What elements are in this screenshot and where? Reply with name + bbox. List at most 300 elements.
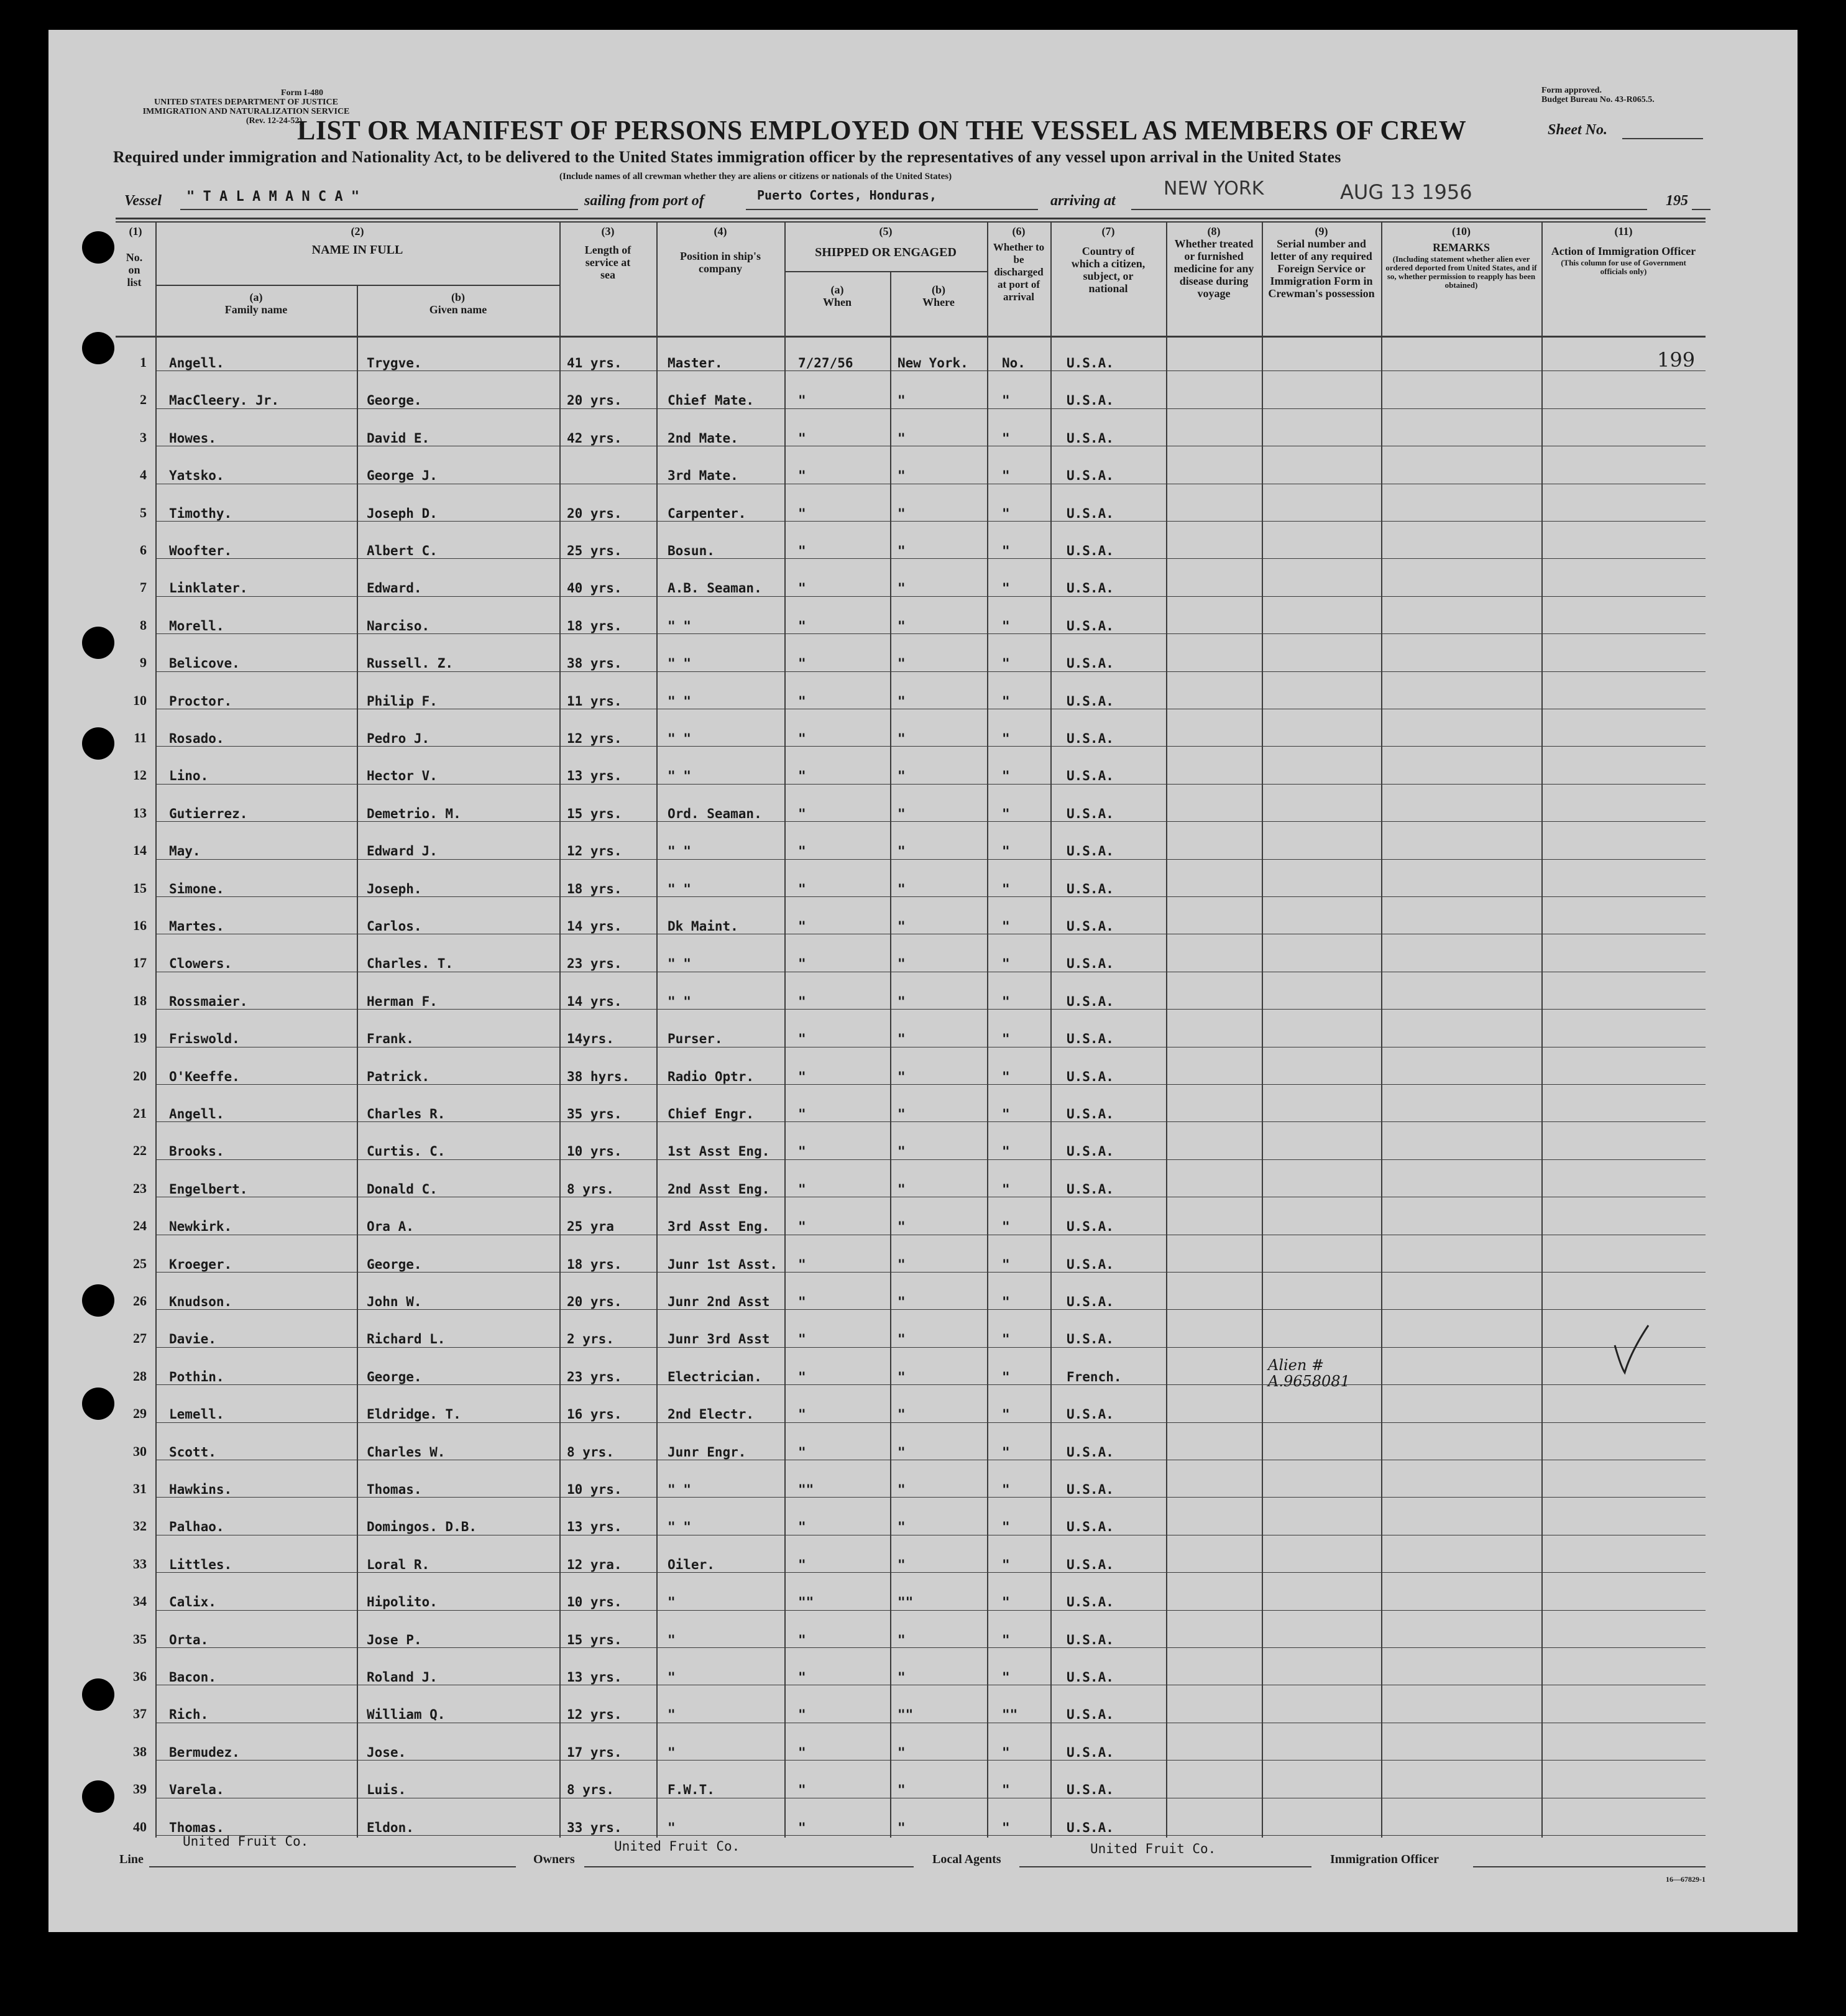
position: Electrician. — [668, 1369, 762, 1384]
family-name: Rosado. — [169, 731, 224, 746]
shipped-when: " — [798, 806, 806, 821]
given-name: Eldridge. T. — [367, 1407, 461, 1422]
row-number: 28 — [133, 1368, 147, 1384]
row-number: 2 — [140, 392, 147, 408]
discharged: " — [1002, 1782, 1010, 1798]
discharged: " — [1002, 1595, 1010, 1610]
family-name: May. — [169, 844, 201, 859]
column-header-family-text: (a) — [249, 291, 263, 303]
column-rule — [656, 221, 658, 1838]
family-name: Angell. — [169, 1107, 224, 1121]
row-rule — [155, 1009, 1706, 1010]
vessel-label: Vessel — [124, 193, 162, 209]
discharged: " — [1002, 505, 1010, 521]
country: U.S.A. — [1067, 1595, 1114, 1610]
row-number: 38 — [133, 1743, 147, 1759]
arrival-date-stamp: AUG 13 1956 — [1340, 180, 1472, 204]
row-number: 3 — [140, 429, 147, 445]
discharged: " — [1002, 806, 1010, 821]
discharged: " — [1002, 768, 1010, 784]
row-rule — [155, 1422, 1706, 1423]
row-number: 32 — [133, 1518, 147, 1534]
row-number: 12 — [133, 767, 147, 783]
shipped-when: " — [798, 1744, 806, 1760]
service-length: 25 yrs. — [567, 543, 622, 558]
column-header-service-text: (3) — [601, 225, 615, 237]
column-header-country — [1050, 225, 1166, 295]
column-rule — [1262, 221, 1263, 1838]
row-rule — [155, 1835, 1706, 1836]
service-length: 8 yrs. — [567, 1444, 614, 1460]
row-rule — [155, 784, 1706, 785]
shipped-where: " — [898, 543, 906, 558]
shipped-where: " — [898, 1444, 906, 1460]
position: " " — [668, 693, 691, 709]
shipped-when: " — [798, 1332, 806, 1347]
service-length: 20 yrs. — [567, 505, 622, 521]
shipped-when: " — [798, 1707, 806, 1723]
given-name: John W. — [367, 1294, 422, 1309]
column-rule — [1541, 221, 1543, 1838]
arriving-line — [1131, 209, 1647, 210]
given-name: Edward. — [367, 581, 422, 596]
discharged: "" — [1002, 1707, 1018, 1723]
country: U.S.A. — [1067, 993, 1114, 1009]
column-header-where-text: (b) — [932, 283, 945, 296]
shipped-when: "" — [798, 1595, 814, 1610]
service-length: 8 yrs. — [567, 1181, 614, 1197]
country: U.S.A. — [1067, 1256, 1114, 1272]
country: U.S.A. — [1067, 1782, 1114, 1798]
subheader-rule — [784, 271, 987, 272]
family-name: MacCleery. Jr. — [169, 393, 280, 408]
given-name: Domingos. D.B. — [367, 1519, 477, 1535]
discharged: " — [1002, 1219, 1010, 1235]
family-name: Orta. — [169, 1632, 209, 1647]
shipped-where: " — [898, 581, 906, 596]
given-name: Charles W. — [367, 1444, 446, 1460]
row-rule — [155, 1159, 1706, 1160]
service-length: 14 yrs. — [567, 993, 622, 1009]
country: U.S.A. — [1067, 1219, 1114, 1235]
country: U.S.A. — [1067, 1820, 1114, 1835]
service: IMMIGRATION AND NATURALIZATION SERVICE — [142, 107, 350, 116]
column-header-medicine-text: (8) — [1207, 225, 1221, 237]
position: " — [668, 1632, 676, 1647]
country: U.S.A. — [1067, 656, 1114, 671]
shipped-when: " — [798, 581, 806, 596]
agents-label: Local Agents — [932, 1853, 1001, 1866]
shipped-when: " — [798, 1557, 806, 1572]
country: U.S.A. — [1067, 693, 1114, 709]
position: " " — [668, 1482, 691, 1497]
given-name: George J. — [367, 468, 438, 484]
discharged: " — [1002, 1632, 1010, 1647]
service-length: 10 yrs. — [567, 1595, 622, 1610]
shipped-when: " — [798, 1107, 806, 1121]
officer-underline — [1473, 1866, 1706, 1867]
column-header-serial — [1262, 225, 1381, 300]
country: U.S.A. — [1067, 1144, 1114, 1159]
shipped-where: " — [898, 1369, 906, 1384]
column-header-position-text: (4) — [714, 225, 727, 237]
shipped-when: " — [798, 1519, 806, 1535]
shipped-when: " — [798, 505, 806, 521]
shipped-where: " — [898, 1069, 906, 1084]
row-number: 18 — [133, 992, 147, 1008]
serial-number: Alien # A.9658081 — [1268, 1356, 1350, 1390]
row-rule — [155, 1572, 1706, 1573]
column-header-where-text: Where — [922, 296, 955, 308]
given-name: Trygve. — [367, 356, 422, 371]
position: " — [668, 1595, 676, 1610]
given-name: Jose P. — [367, 1632, 422, 1647]
row-number: 19 — [133, 1030, 147, 1046]
position: Dk Maint. — [668, 919, 738, 934]
column-header-position-text: Position in ship's company — [679, 250, 761, 275]
country: U.S.A. — [1067, 1294, 1114, 1309]
row-rule — [155, 1760, 1706, 1761]
service-length: 18 yrs. — [567, 881, 622, 896]
position: Junr 2nd Asst — [668, 1294, 770, 1309]
shipped-when: " — [798, 1219, 806, 1235]
arriving-port: NEW YORK — [1164, 178, 1264, 200]
given-name: Luis. — [367, 1782, 406, 1798]
shipped-when: " — [798, 1407, 806, 1422]
column-header-family — [155, 291, 357, 316]
family-name: Newkirk. — [169, 1219, 232, 1235]
revision: (Rev. 12-24-52) — [246, 116, 303, 126]
service-length: 42 yrs. — [567, 430, 622, 446]
service-length: 18 yrs. — [567, 618, 622, 633]
country: U.S.A. — [1067, 1181, 1114, 1197]
owners-value: United Fruit Co. — [614, 1839, 740, 1854]
row-number: 27 — [133, 1330, 147, 1346]
discharged: " — [1002, 731, 1010, 746]
shipped-where: " — [898, 1294, 906, 1309]
given-name: Albert C. — [367, 543, 438, 558]
service-length: 12 yrs. — [567, 731, 622, 746]
row-number: 6 — [140, 542, 147, 558]
row-number: 40 — [133, 1818, 147, 1834]
column-header-action-text: (11) — [1614, 225, 1633, 237]
country: U.S.A. — [1067, 468, 1114, 484]
column-rule — [987, 221, 988, 1838]
shipped-when: " — [798, 543, 806, 558]
row-rule — [155, 1347, 1706, 1348]
owners-label: Owners — [533, 1853, 575, 1866]
family-name: Timothy. — [169, 505, 232, 521]
country: U.S.A. — [1067, 1031, 1114, 1047]
service-length: 40 yrs. — [567, 581, 622, 596]
row-rule — [155, 408, 1706, 409]
position: " — [668, 1820, 676, 1835]
position: " " — [668, 881, 691, 896]
binder-hole — [82, 627, 114, 659]
discharged: " — [1002, 1482, 1010, 1497]
discharged: " — [1002, 919, 1010, 934]
family-name: Clowers. — [169, 956, 232, 972]
row-number: 23 — [133, 1180, 147, 1196]
row-rule — [155, 746, 1706, 747]
shipped-where: " — [898, 1670, 906, 1685]
given-name: Philip F. — [367, 693, 438, 709]
family-name: Martes. — [169, 919, 224, 934]
column-header-remarks-text: (10) — [1452, 225, 1471, 237]
country: U.S.A. — [1067, 1332, 1114, 1347]
service-length: 20 yrs. — [567, 393, 622, 408]
row-number: 33 — [133, 1555, 147, 1572]
service-length: 35 yrs. — [567, 1107, 622, 1121]
shipped-when: " — [798, 1069, 806, 1084]
given-name: Demetrio. M. — [367, 806, 461, 821]
country: U.S.A. — [1067, 844, 1114, 859]
position: 2nd Mate. — [668, 430, 738, 446]
given-name: Curtis. C. — [367, 1144, 446, 1159]
service-length: 23 yrs. — [567, 956, 622, 972]
column-header-name-text: NAME IN FULL — [311, 243, 403, 257]
shipped-when: " — [798, 393, 806, 408]
discharged: " — [1002, 881, 1010, 896]
discharged: " — [1002, 1256, 1010, 1272]
family-name: Varela. — [169, 1782, 224, 1798]
country: U.S.A. — [1067, 1482, 1114, 1497]
given-name: Hector V. — [367, 768, 438, 784]
position: " " — [668, 844, 691, 859]
column-header-action — [1541, 225, 1706, 276]
position: Chief Engr. — [668, 1107, 755, 1121]
given-name: Ora A. — [367, 1219, 414, 1235]
discharged: No. — [1002, 356, 1026, 371]
shipped-when: " — [798, 1144, 806, 1159]
discharged: " — [1002, 393, 1010, 408]
country: U.S.A. — [1067, 1557, 1114, 1572]
shipped-where: " — [898, 1256, 906, 1272]
column-header-no — [116, 225, 155, 288]
position: 2nd Electr. — [668, 1407, 755, 1422]
column-header-discharged — [987, 225, 1050, 303]
family-name: Knudson. — [169, 1294, 232, 1309]
given-name: Jose. — [367, 1744, 406, 1760]
discharged: " — [1002, 1519, 1010, 1535]
row-rule — [155, 521, 1706, 522]
column-header-country-text: Country of which a citizen, subject, or national — [1071, 245, 1146, 295]
given-name: Narciso. — [367, 618, 430, 633]
binder-hole — [82, 727, 114, 760]
family-name: Brooks. — [169, 1144, 224, 1159]
given-name: Charles. T. — [367, 956, 454, 972]
shipped-where: " — [898, 656, 906, 671]
binder-hole — [82, 1284, 114, 1317]
row-number: 7 — [140, 579, 147, 596]
position: 3rd Mate. — [668, 468, 738, 484]
sheet-number-line — [1622, 138, 1703, 139]
position: " — [668, 1670, 676, 1685]
arriving-label: arriving at — [1050, 193, 1116, 209]
shipped-when: " — [798, 993, 806, 1009]
shipped-when: " — [798, 1632, 806, 1647]
position: " " — [668, 1519, 691, 1535]
position: F.W.T. — [668, 1782, 715, 1798]
discharged: " — [1002, 1031, 1010, 1047]
position: " — [668, 1744, 676, 1760]
given-name: Edward J. — [367, 844, 438, 859]
service-length: 13 yrs. — [567, 1519, 622, 1535]
column-header-name-text: (2) — [351, 225, 364, 237]
given-name: Roland J. — [367, 1670, 438, 1685]
column-rule — [357, 286, 358, 1838]
given-name: George. — [367, 393, 422, 408]
column-header-shipped — [784, 225, 987, 259]
country: U.S.A. — [1067, 581, 1114, 596]
country: U.S.A. — [1067, 618, 1114, 633]
column-header-family-text: Family name — [224, 303, 288, 316]
given-name: David E. — [367, 430, 430, 446]
country: U.S.A. — [1067, 393, 1114, 408]
year-line — [1692, 209, 1711, 210]
column-header-remarks-text: (Including statement whether alien ever ordered deported from United States, and if so, whether permission to reapply has been obtained) — [1385, 254, 1537, 290]
service-length: 15 yrs. — [567, 806, 622, 821]
service-length: 16 yrs. — [567, 1407, 622, 1422]
column-rule — [1381, 221, 1382, 1838]
row-number: 11 — [134, 730, 147, 745]
given-name: William Q. — [367, 1707, 446, 1723]
country: U.S.A. — [1067, 430, 1114, 446]
family-name: Engelbert. — [169, 1181, 248, 1197]
column-rule — [1050, 221, 1052, 1838]
family-name: Yatsko. — [169, 468, 224, 484]
row-number: 35 — [133, 1631, 147, 1647]
shipped-when: 7/27/56 — [798, 356, 853, 371]
row-rule — [155, 1121, 1706, 1122]
binder-hole — [82, 1388, 114, 1420]
column-header-given-text: (b) — [451, 291, 465, 303]
page-title: LIST OR MANIFEST OF PERSONS EMPLOYED ON THE VESSEL AS MEMBERS OF CREW — [297, 115, 1467, 145]
shipped-where: " — [898, 430, 906, 446]
shipped-when: " — [798, 468, 806, 484]
position: " " — [668, 993, 691, 1009]
country: U.S.A. — [1067, 505, 1114, 521]
shipped-where: " — [898, 393, 906, 408]
given-name: Pedro J. — [367, 731, 430, 746]
country: U.S.A. — [1067, 731, 1114, 746]
given-name: Eldon. — [367, 1820, 414, 1835]
column-header-when — [784, 283, 890, 308]
family-name: Hawkins. — [169, 1482, 232, 1497]
row-number: 36 — [133, 1668, 147, 1684]
row-rule — [155, 633, 1706, 634]
row-number: 9 — [140, 655, 147, 671]
service-length: 25 yra — [567, 1219, 614, 1235]
given-name: Russell. Z. — [367, 656, 454, 671]
position: " — [668, 1707, 676, 1723]
column-header-no-text: (1) — [129, 225, 142, 237]
shipped-where: " — [898, 1519, 906, 1535]
agents-underline — [1019, 1866, 1311, 1867]
shipped-when: " — [798, 844, 806, 859]
row-number: 39 — [133, 1781, 147, 1797]
position: 1st Asst Eng. — [668, 1144, 770, 1159]
discharged: " — [1002, 581, 1010, 596]
shipped-where: " — [898, 1144, 906, 1159]
family-name: Howes. — [169, 430, 216, 446]
row-number: 5 — [140, 504, 147, 520]
shipped-where: " — [898, 1407, 906, 1422]
country: U.S.A. — [1067, 1744, 1114, 1760]
shipped-when: " — [798, 919, 806, 934]
row-rule — [155, 1497, 1706, 1498]
shipped-when: " — [798, 1031, 806, 1047]
shipped-where: " — [898, 693, 906, 709]
officer-label: Immigration Officer — [1330, 1853, 1439, 1866]
service-length: 38 hyrs. — [567, 1069, 630, 1084]
given-name: Herman F. — [367, 993, 438, 1009]
family-name: Proctor. — [169, 693, 232, 709]
discharged: " — [1002, 1181, 1010, 1197]
shipped-where: " — [898, 1219, 906, 1235]
row-rule — [155, 1084, 1706, 1085]
family-name: Linklater. — [169, 581, 248, 596]
country: U.S.A. — [1067, 543, 1114, 558]
shipped-where: " — [898, 806, 906, 821]
column-rule — [155, 221, 157, 1838]
row-rule — [155, 1309, 1706, 1310]
shipped-when: " — [798, 693, 806, 709]
family-name: Simone. — [169, 881, 224, 896]
country: U.S.A. — [1067, 1444, 1114, 1460]
country: U.S.A. — [1067, 956, 1114, 972]
family-name: Rich. — [169, 1707, 209, 1723]
column-header-position — [656, 225, 784, 275]
shipped-where: " — [898, 1744, 906, 1760]
family-name: Belicove. — [169, 656, 240, 671]
column-rule — [784, 221, 786, 1838]
family-name: Gutierrez. — [169, 806, 248, 821]
line-value: United Fruit Co. — [183, 1834, 309, 1849]
binder-hole — [82, 231, 114, 264]
binder-hole — [82, 1780, 114, 1813]
row-number: 20 — [133, 1067, 147, 1084]
family-name: Pothin. — [169, 1369, 224, 1384]
position: " " — [668, 768, 691, 784]
position: 2nd Asst Eng. — [668, 1181, 770, 1197]
shipped-where: " — [898, 505, 906, 521]
shipped-when: " — [798, 1820, 806, 1835]
column-header-when-text: (a) — [830, 283, 844, 296]
shipped-when: " — [798, 956, 806, 972]
shipped-when: " — [798, 1782, 806, 1798]
service-length: 12 yrs. — [567, 1707, 622, 1723]
family-name: Morell. — [169, 618, 224, 633]
shipped-when: " — [798, 618, 806, 633]
country: U.S.A. — [1067, 356, 1114, 371]
column-header-country-text: (7) — [1101, 225, 1115, 237]
shipped-where: " — [898, 1557, 906, 1572]
country: French. — [1067, 1369, 1122, 1384]
row-number: 29 — [133, 1406, 147, 1422]
position: Junr 1st Asst. — [668, 1256, 778, 1272]
row-number: 24 — [133, 1218, 147, 1234]
header-bottom-rule — [116, 336, 1706, 338]
service-length: 15 yrs. — [567, 1632, 622, 1647]
row-number: 15 — [133, 880, 147, 896]
given-name: Joseph. — [367, 881, 422, 896]
discharged: " — [1002, 1069, 1010, 1084]
position: Radio Optr. — [668, 1069, 755, 1084]
service-length: 10 yrs. — [567, 1482, 622, 1497]
shipped-where: " — [898, 1782, 906, 1798]
shipped-when: " — [798, 768, 806, 784]
